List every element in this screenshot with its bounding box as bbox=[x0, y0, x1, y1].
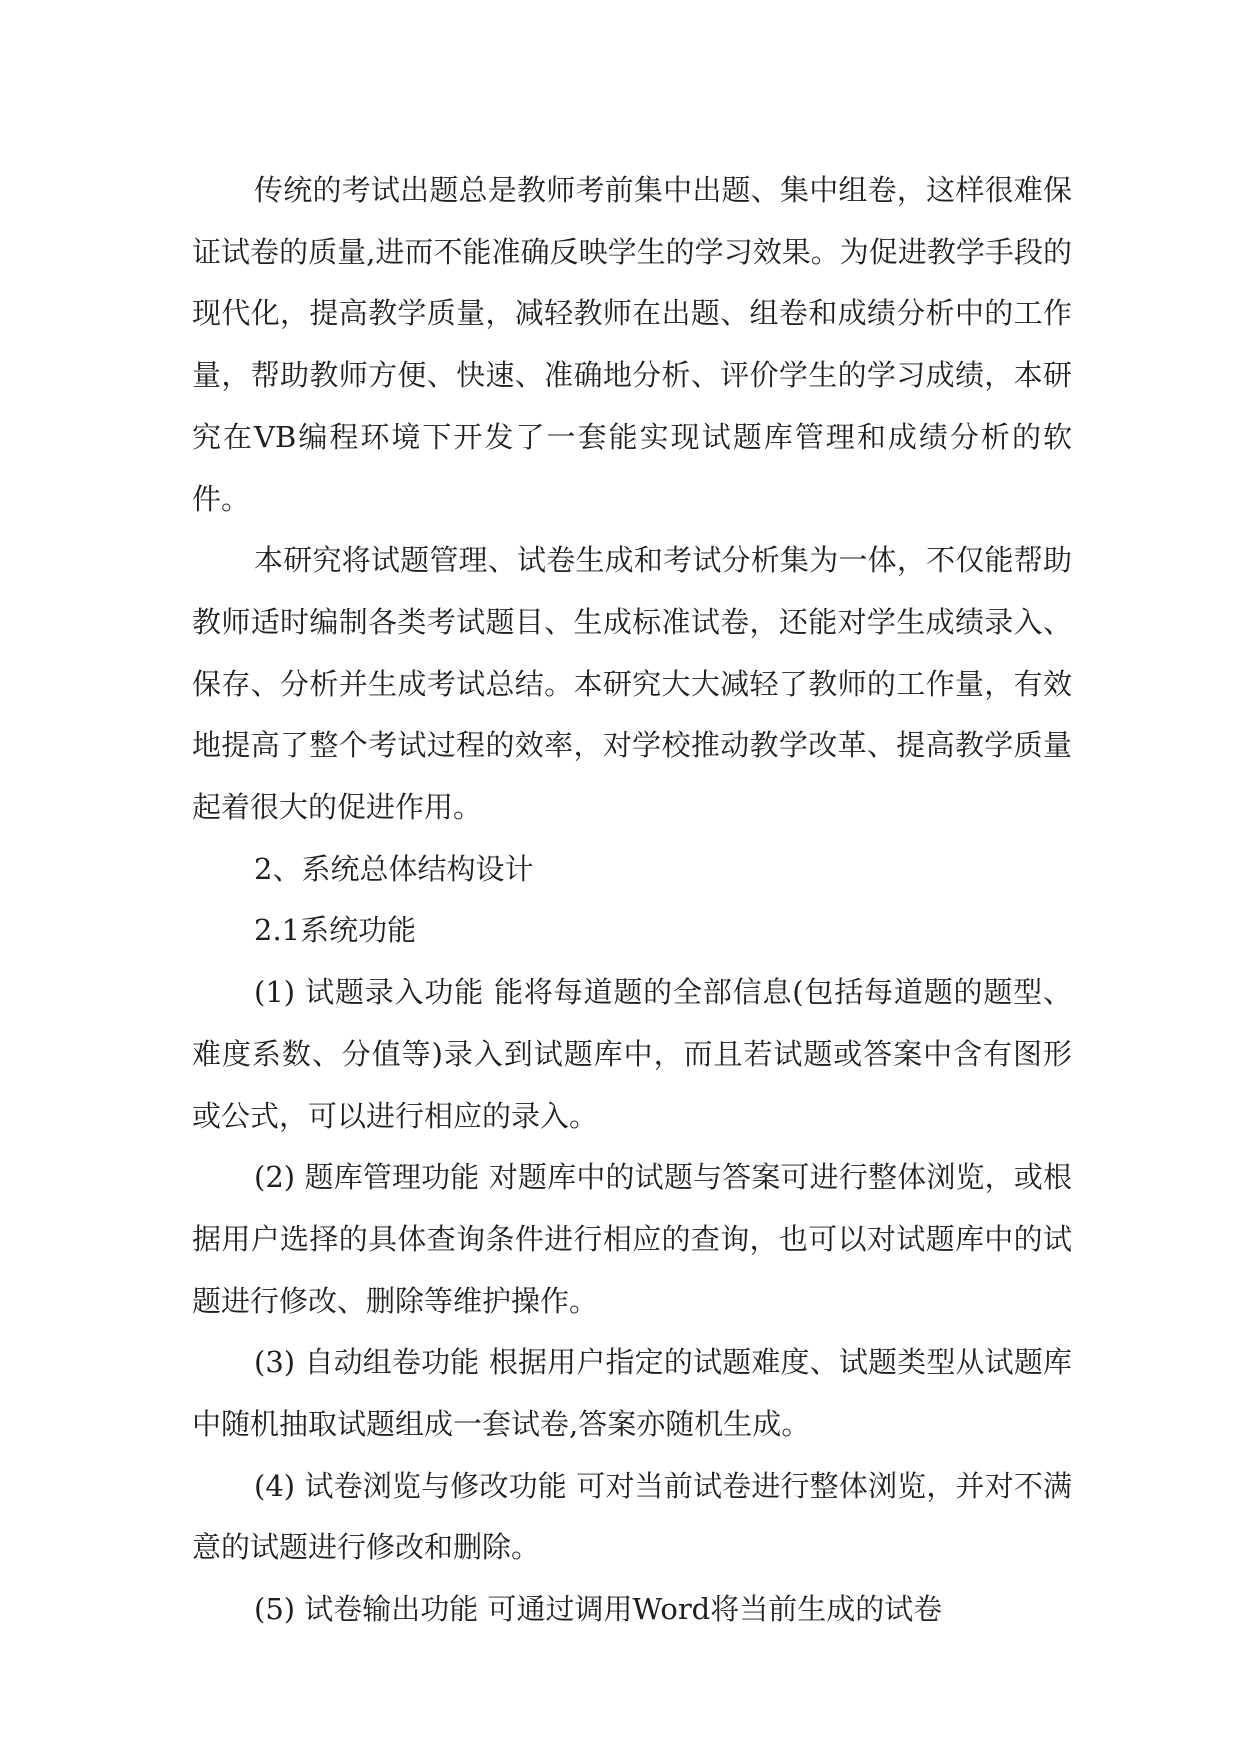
feature-item-1: (1) 试题录入功能 能将每道题的全部信息(包括每道题的题型、难度系数、分值等)录入到试题库中，而且若试题或答案中含有图形或公式，可以进行相应的录入。 bbox=[192, 975, 1072, 1133]
subsection-heading: 2.1系统功能 bbox=[254, 913, 417, 948]
paragraph-summary: 本研究将试题管理、试卷生成和考试分析集为一体，不仅能帮助教师适时编制各类考试题目、生成标准试卷，还能对学生成绩录入、保存、分析并生成考试总结。本研究大大减轻了教师的工作量，有效地提高了整个考试过程的效率，对学校推动教学改革、提高教学质量起着很大的促进作用。 bbox=[192, 543, 1072, 825]
feature-item-5: (5) 试卷输出功能 可通过调用Word将当前生成的试卷 bbox=[254, 1592, 943, 1627]
feature-item-3: (3) 自动组卷功能 根据用户指定的试题难度、试题类型从试题库中随机抽取试题组成一套试卷,答案亦随机生成。 bbox=[192, 1345, 1072, 1442]
document-body bbox=[192, 160, 1072, 1641]
feature-item-2: (2) 题库管理功能 对题库中的试题与答案可进行整体浏览，或根据用户选择的具体查询条件进行相应的查询，也可以对试题库中的试题进行修改、删除等维护操作。 bbox=[192, 1160, 1072, 1318]
section-heading: 2、系统总体结构设计 bbox=[254, 851, 534, 886]
paragraph-intro: 传统的考试出题总是教师考前集中出题、集中组卷，这样很难保证试卷的质量,进而不能准确反映学生的学习效果。为促进教学手段的现代化，提高教学质量，减轻教师在出题、组卷和成绩分析中的工作量，帮助教师方便、快速、准确地分析、评价学生的学习成绩，本研究在VB编程环境下开发了一套能实现试题库管理和成绩分析的软件。 bbox=[192, 173, 1072, 516]
feature-item-4: (4) 试卷浏览与修改功能 可对当前试卷进行整体浏览，并对不满意的试题进行修改和删除。 bbox=[192, 1468, 1072, 1565]
